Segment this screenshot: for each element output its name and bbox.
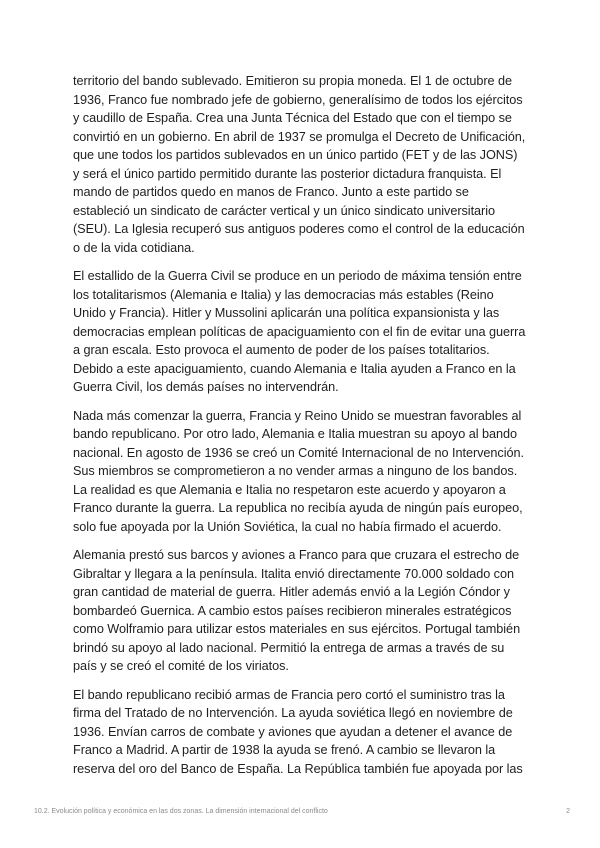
- paragraph-republican-support: El bando republicano recibió armas de Francia pero cortó el suministro tras la firma del Tratado de no Intervención. La ayuda soviética llegó en noviembre de 1936. Envían carros de combate y aviones que ayudan a detener el avance de Franco a Madrid. A partir de 1938 la ayuda se frenó. A cambio se llevaron la reserva del oro del Banco de España. La República también fue apoyada por las: [73, 687, 523, 776]
- body-text: [73, 72, 527, 788]
- paragraph-nationalist-support: Alemania prestó sus barcos y aviones a Franco para que cruzara el estrecho de Gibraltar y llegara a la península. Italita envió directamente 70.000 soldado con gran cantidad de material de guerra. Hitler además envió a la Legión Cóndor y bombardeó Guernica. A cambio estos países recibieron minerales estratégicos como Wolframio para utilizar estos materiales en sus ejércitos. Portugal también brindó su apoyo al lado nacional. Permitió la entrega de armas a través de su país y se creó el comité de los viriatos.: [73, 548, 521, 673]
- paragraph-non-intervention: Nada más comenzar la guerra, Francia y Reino Unido se muestran favorables al bando republicano. Por otro lado, Alemania e Italia muestran su apoyo al bando nacional. En agosto de 1936 se creó un Comité Internacional de no Intervención. Sus miembros se comprometieron a no vender armas a ninguno de los bandos. La realidad es que Alemania e Italia no respetaron este acuerdo y apoyaron a Franco durante la guerra. La republica no recibía ayuda de ningún país europeo, solo fue apoyada por la Unión Soviética, la cual no había firmado el acuerdo.: [73, 408, 524, 534]
- footer-section-title: 10.2. Evolución política y económica en las dos zonas. La dimensión internacional del conflicto: [34, 808, 328, 815]
- paragraph-international-context: El estallido de la Guerra Civil se produce en un periodo de máxima tensión entre los totalitarismos (Alemania e Italia) y las democracias más estables (Reino Unido y Francia). Hitler y Mussolini aplicarán una política expansionista y las democracias emplean políticas de apaciguamiento con el fin de evitar una guerra a gran escala. Esto provoca el aumento de poder de los países totalitarios. Debido a este apaciguamiento, cuando Alemania e Italia ayuden a Franco en la Guerra Civil, los demás países no intervendrán.: [73, 269, 526, 394]
- page-footer: [34, 808, 570, 815]
- paragraph-franco-unification: territorio del bando sublevado. Emitieron su propia moneda. El 1 de octubre de 1936, Franco fue nombrado jefe de gobierno, generalísimo de todos los ejércitos y caudillo de España. Crea una Junta Técnica del Estado que con el tiempo se convirtió en un gobierno. En abril de 1937 se promulga el Decreto de Unificación, que une todos los partidos sublevados en un único partido (FET y de las JONS) y será el único partido permitido durante las posterior dictadura franquista. El mando de partidos quedo en manos de Franco. Junto a este partido se estableció un sindicato de carácter vertical y un único sindicato universitario (SEU). La Iglesia recuperó sus antiguos poderes como el control de la educación o de la vida cotidiana.: [73, 74, 526, 255]
- footer-page-number: 2: [566, 808, 570, 815]
